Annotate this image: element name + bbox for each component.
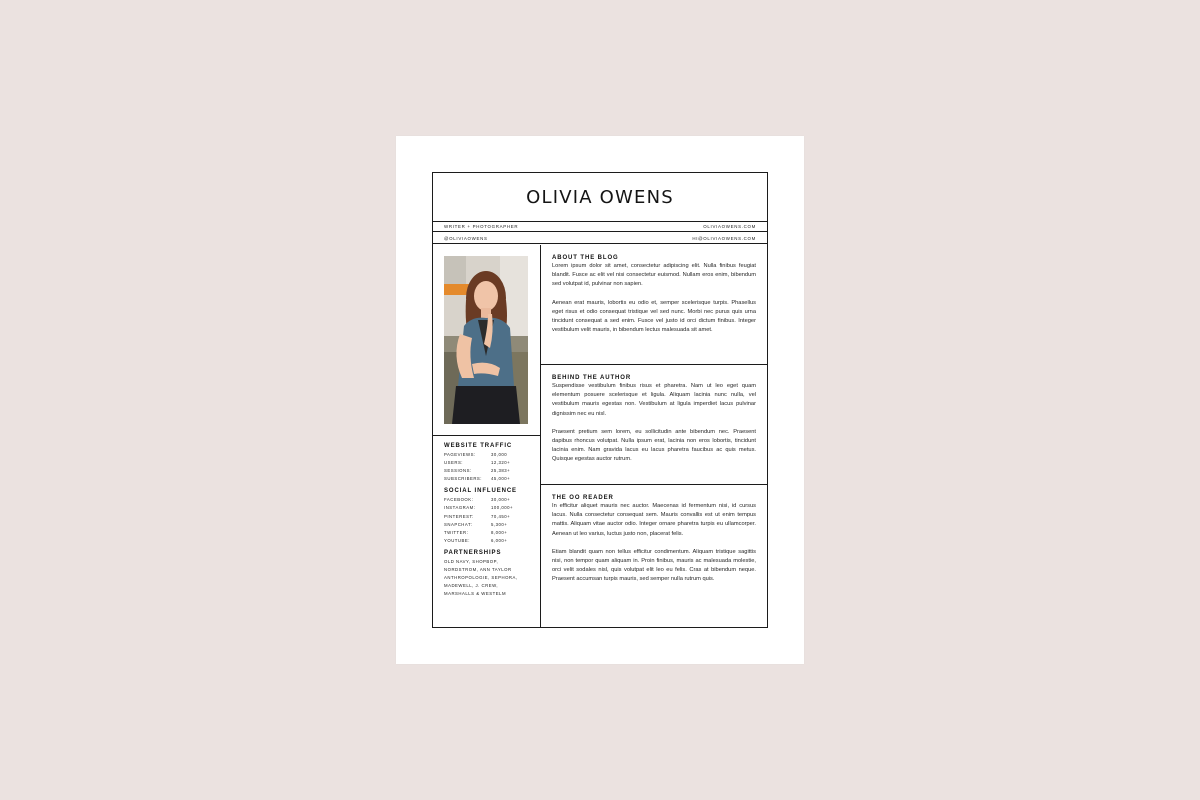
stat-value: 12,320+ <box>491 460 511 466</box>
right-column <box>541 245 767 627</box>
author-name: OLIVIA OWENS <box>526 186 674 208</box>
social-influence-block <box>444 488 536 545</box>
stat-value: 25,383+ <box>491 468 511 474</box>
roles-text: WRITER + PHOTOGRAPHER <box>444 223 519 229</box>
stat-label: SESSIONS: <box>444 468 472 474</box>
social-influence-heading: SOCIAL INFLUENCE <box>444 488 517 495</box>
stat-row <box>444 467 536 475</box>
social-handle[interactable]: @OLIVIAOWENS <box>444 235 488 241</box>
stat-label: FACEBOOK: <box>444 497 474 503</box>
stat-row <box>444 475 536 483</box>
stats-panel <box>444 443 536 603</box>
section-paragraph: Aenean erat mauris, lobortis eu odio et, semper scelerisque turpis. Phasellus eget risus et odio consequat tristique vel sed nunc. Morbi nec purus quis urna tincidunt consequat a sed enim. Fusce vel justo id orci dictum finibus. Integer vestibulum velit mauris, in bibendum lectus malesuada sit amet. <box>552 299 756 334</box>
section-heading: BEHIND THE AUTHOR <box>552 375 632 381</box>
partnerships-heading: PARTNERSHIPS <box>444 549 502 556</box>
stat-row <box>444 504 536 512</box>
stat-row <box>444 529 536 537</box>
section-paragraph: Lorem ipsum dolor sit amet, consectetur adipiscing elit. Nulla finibus feugiat blandit. Fusce ac elit vel nisi consectetur euismod. Nullam eros enim, bibendum sed volutpat id, pulvinar non sapien. <box>552 263 756 288</box>
stat-value: 30,000+ <box>491 497 511 503</box>
section-heading: ABOUT THE BLOG <box>552 255 619 261</box>
partner-line: MADEWELL, J. CREW, <box>444 583 499 589</box>
stat-label: SNAPCHAT: <box>444 521 473 527</box>
left-column <box>433 245 541 627</box>
website-traffic-block <box>444 443 536 483</box>
stat-row <box>444 451 536 459</box>
partnerships-block <box>444 550 536 598</box>
section-paragraph: Praesent pretium sem lorem, eu sollicitudin ante bibendum nec. Praesent dapibus rhoncus volutpat. Nulla ipsum erat, lacinia non eros lobortis, tincidunt lacinia enim. Nam gravida lacus eu lacus pharetra faucibus ac quis metus. Quisque egestas auctor rutrum. <box>552 428 756 463</box>
stat-label: USERS: <box>444 460 463 466</box>
stat-value: 45,000+ <box>491 476 511 482</box>
stat-row <box>444 537 536 545</box>
stat-label: SUBSCRIBERS: <box>444 476 482 482</box>
portrait-illustration <box>444 256 528 424</box>
section-paragraph: In efficitur aliquet mauris nec auctor. Maecenas id fermentum nisi, id cursus lacus. Nulla consectetur consequat sem. Mauris convallis est ut enim tempus mattis. Aliquam vitae auctor odio. Integer ornare pharetra turpis eu ullamcorper. Aenean ut leo varius, luctus justo non, placerat felis. <box>552 503 756 537</box>
website-traffic-heading: WEBSITE TRAFFIC <box>444 443 513 449</box>
stat-value: 70,450+ <box>491 513 511 519</box>
stat-row <box>444 521 536 529</box>
section-paragraph: Suspendisse vestibulum finibus risus et pharetra. Nam ut leo eget quam elementum posuere scelerisque et ligula. Aliquam lacinia nunc nulla, vel vestibulum mauris egestas non. Vestibulum at ligula imperdiet lacus pulvinar dignissim nec eu nisl. <box>552 383 756 417</box>
page-frame <box>432 172 768 628</box>
section-heading: THE OO READER <box>552 495 614 501</box>
stat-row <box>444 459 536 467</box>
stat-row <box>444 513 536 521</box>
email-link[interactable]: HI@OLIVIAOWENS.COM <box>692 235 756 241</box>
portrait-photo <box>444 256 528 424</box>
stat-value: 6,000+ <box>491 537 508 543</box>
stat-label: PAGEVIEWS: <box>444 452 476 457</box>
contact-row <box>433 233 767 244</box>
website-link[interactable]: OLIVIAOWENS.COM <box>703 223 756 229</box>
partner-line: OLD NAVY, SHOPBOP, <box>444 558 499 564</box>
media-kit-page <box>396 136 804 664</box>
about-the-blog-section <box>541 245 767 365</box>
section-paragraph: Etiam blandit quam non tellus efficitur condimentum. Aliquam tristique sagittis nisi, non tempor quam aliquam in. Proin finibus, mauris ac malesuada molestie, orci velit sodales nisl, quis volutpat elit leo eu felis. Cras at bibendum neque. Praesent accumsan turpis mauris, sed semper nulla rutrum quis. <box>552 548 756 583</box>
stat-value: 30,000 <box>491 452 508 457</box>
stat-row <box>444 496 536 504</box>
stat-value: 8,000+ <box>491 529 508 535</box>
behind-the-author-section <box>541 365 767 485</box>
stat-label: YOUTUBE: <box>444 537 470 543</box>
the-oo-reader-section <box>541 485 767 627</box>
stat-value: 5,300+ <box>491 521 508 527</box>
stat-label: INSTAGRAM: <box>444 505 476 511</box>
partner-line: ANTHROPOLOGIE, SEPHORA, <box>444 575 518 581</box>
stat-label: PINTEREST: <box>444 513 474 519</box>
name-header <box>433 173 767 222</box>
roles-row <box>433 221 767 232</box>
stat-value: 100,000+ <box>491 505 514 511</box>
partner-line: NORDSTROM, ANN TAYLOR <box>444 567 512 573</box>
stat-label: TWITTER: <box>444 529 469 535</box>
photo-cell <box>433 245 540 436</box>
partner-line: MARSHALLS & WESTELM <box>444 591 507 597</box>
